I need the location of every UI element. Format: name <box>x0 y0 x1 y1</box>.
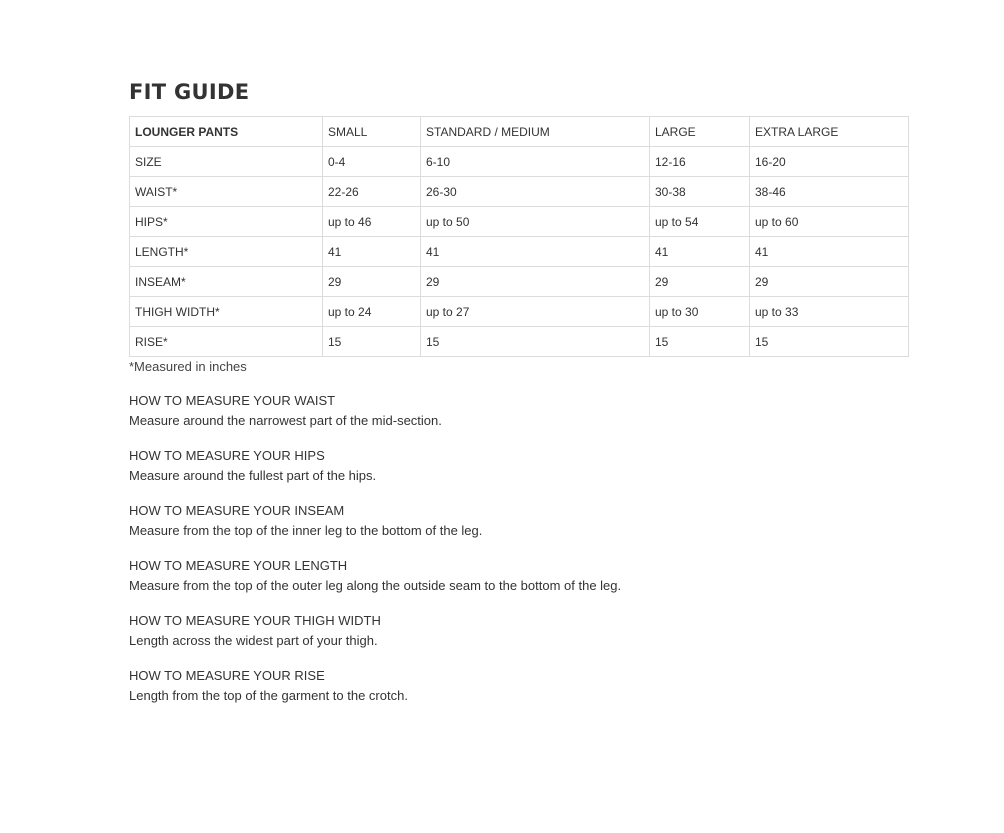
row-label-cell: THIGH WIDTH* <box>130 297 323 327</box>
table-cell: up to 50 <box>421 207 650 237</box>
table-header-cell: SMALL <box>323 117 421 147</box>
page-title: FIT GUIDE <box>129 80 250 104</box>
table-cell: 41 <box>323 237 421 267</box>
table-cell: 41 <box>750 237 909 267</box>
table-cell: 41 <box>421 237 650 267</box>
section-heading: HOW TO MEASURE YOUR INSEAM <box>129 503 345 518</box>
section-text: Measure around the narrowest part of the mid-section. <box>129 413 442 428</box>
table-cell: 15 <box>323 327 421 357</box>
table-cell: 12-16 <box>650 147 750 177</box>
table-cell: up to 54 <box>650 207 750 237</box>
row-label-cell: INSEAM* <box>130 267 323 297</box>
table-cell: 29 <box>750 267 909 297</box>
table-cell: up to 33 <box>750 297 909 327</box>
table-header-cell: LARGE <box>650 117 750 147</box>
size-table <box>129 116 909 357</box>
table-cell: up to 27 <box>421 297 650 327</box>
table-header-cell: LOUNGER PANTS <box>130 117 323 147</box>
table-cell: 22-26 <box>323 177 421 207</box>
table-cell: up to 60 <box>750 207 909 237</box>
section-heading: HOW TO MEASURE YOUR RISE <box>129 668 325 683</box>
table-cell: 38-46 <box>750 177 909 207</box>
row-label-cell: RISE* <box>130 327 323 357</box>
table-row <box>130 237 909 267</box>
table-cell: up to 46 <box>323 207 421 237</box>
table-cell: up to 30 <box>650 297 750 327</box>
table-cell: 0-4 <box>323 147 421 177</box>
measurement-note: *Measured in inches <box>129 359 247 374</box>
measure-section-hips <box>129 448 908 503</box>
section-text: Measure from the top of the inner leg to the bottom of the leg. <box>129 523 483 538</box>
table-row <box>130 297 909 327</box>
row-label-cell: SIZE <box>130 147 323 177</box>
table-row <box>130 267 909 297</box>
table-cell: up to 24 <box>323 297 421 327</box>
measure-section-rise <box>129 668 908 723</box>
table-cell: 15 <box>750 327 909 357</box>
table-row <box>130 177 909 207</box>
measure-section-inseam <box>129 503 908 558</box>
table-cell: 29 <box>421 267 650 297</box>
section-heading: HOW TO MEASURE YOUR THIGH WIDTH <box>129 613 381 628</box>
section-text: Measure around the fullest part of the hips. <box>129 468 377 483</box>
section-heading: HOW TO MEASURE YOUR LENGTH <box>129 558 348 573</box>
table-cell: 41 <box>650 237 750 267</box>
row-label-cell: HIPS* <box>130 207 323 237</box>
table-cell: 15 <box>650 327 750 357</box>
table-cell: 6-10 <box>421 147 650 177</box>
table-cell: 26-30 <box>421 177 650 207</box>
fit-guide-page <box>129 78 908 703</box>
table-cell: 29 <box>650 267 750 297</box>
section-text: Measure from the top of the outer leg along the outside seam to the bottom of the leg. <box>129 578 622 593</box>
table-row <box>130 327 909 357</box>
table-header-cell: STANDARD / MEDIUM <box>421 117 650 147</box>
measure-section-waist <box>129 393 908 448</box>
measure-section-thigh-width <box>129 613 908 668</box>
table-row <box>130 207 909 237</box>
table-header-cell: EXTRA LARGE <box>750 117 909 147</box>
table-cell: 29 <box>323 267 421 297</box>
section-text: Length across the widest part of your thigh. <box>129 633 378 648</box>
table-cell: 15 <box>421 327 650 357</box>
table-cell: 30-38 <box>650 177 750 207</box>
table-row <box>130 147 909 177</box>
row-label-cell: LENGTH* <box>130 237 323 267</box>
measure-instructions <box>129 393 908 723</box>
section-heading: HOW TO MEASURE YOUR WAIST <box>129 393 336 408</box>
measure-section-length <box>129 558 908 613</box>
section-heading: HOW TO MEASURE YOUR HIPS <box>129 448 325 463</box>
section-text: Length from the top of the garment to the crotch. <box>129 688 408 703</box>
row-label-cell: WAIST* <box>130 177 323 207</box>
table-cell: 16-20 <box>750 147 909 177</box>
table-header-row <box>130 117 909 147</box>
